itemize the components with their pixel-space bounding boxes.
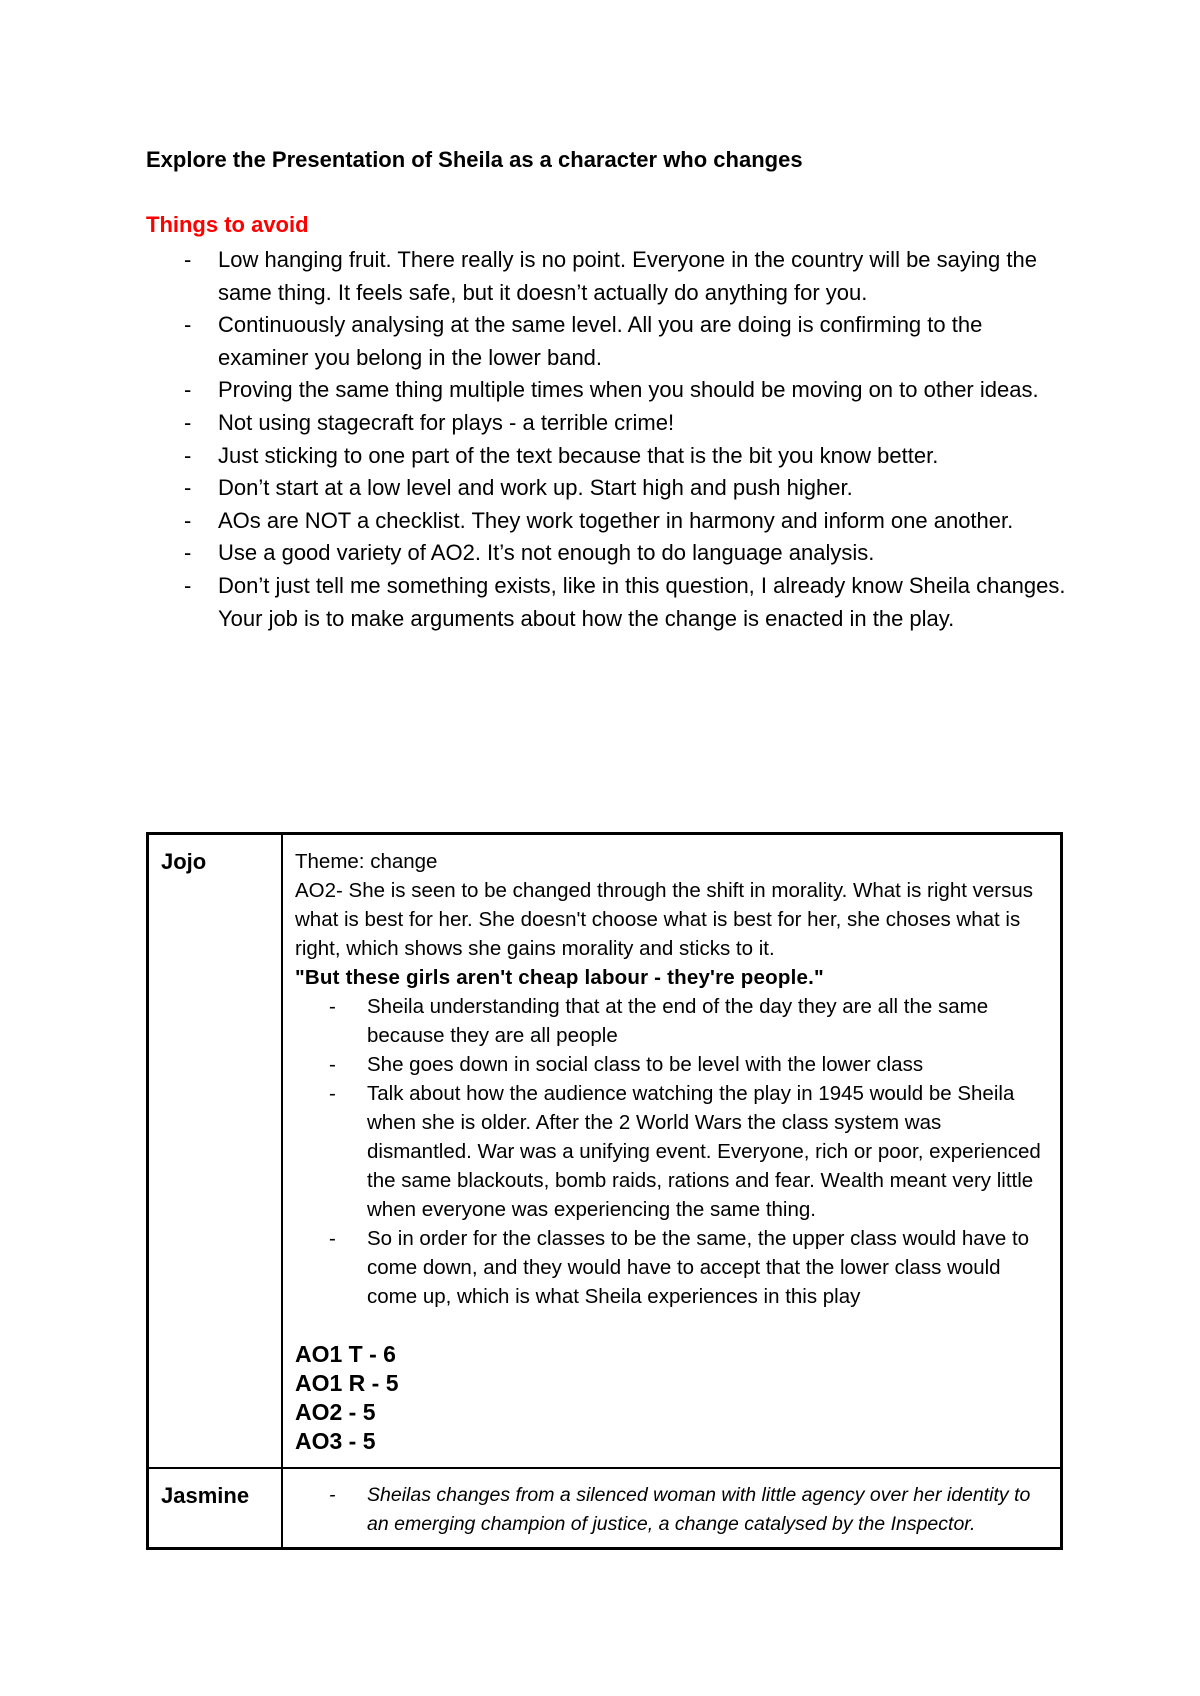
dash-bullet-icon: - xyxy=(329,995,336,1018)
dash-bullet-icon: - xyxy=(329,1082,336,1105)
response-bullet-list xyxy=(295,992,1050,1311)
dash-bullet-icon: - xyxy=(184,507,192,533)
list-item-text: Sheilas changes from a silenced woman with little agency over her identity to an emerging champion of justice, a change catalysed by the Inspector. xyxy=(367,1483,1031,1535)
list-item-text: She goes down in social class to be level with the lower class xyxy=(367,1053,924,1076)
response-bullet-list xyxy=(295,1481,1050,1539)
list-item-text: Talk about how the audience watching the play in 1945 would be Sheila when she is older. After the 2 World Wars the class system was dismantled. War was a unifying event. Everyone, rich or poor, experienced the same blackouts, bomb raids, rations and fear. Wealth meant very little when everyone was experiencing the same thing. xyxy=(367,1082,1041,1221)
response-quote: "But these girls aren't cheap labour - they're people." xyxy=(295,966,824,989)
list-item-text: AOs are NOT a checklist. They work together in harmony and inform one another. xyxy=(218,507,1014,533)
list-item xyxy=(146,505,1066,538)
list-item xyxy=(146,472,1066,505)
dash-bullet-icon: - xyxy=(184,475,192,501)
dash-bullet-icon: - xyxy=(329,1483,336,1506)
response-theme: Theme: change xyxy=(295,850,438,873)
list-item-text: Don’t start at a low level and work up. Start high and push higher. xyxy=(218,475,853,501)
table-row xyxy=(148,834,1062,1468)
list-item xyxy=(146,440,1066,473)
list-item xyxy=(295,1481,1050,1539)
score-ao1-t: AO1 T - 6 xyxy=(295,1341,396,1367)
list-item-text: Just sticking to one part of the text because that is the bit you know better. xyxy=(218,442,939,468)
things-to-avoid-list xyxy=(146,244,1066,635)
list-item-text: So in order for the classes to be the same, the upper class would have to come down, and they would have to accept that the lower class would come up, which is what Sheila experiences in this play xyxy=(367,1227,1030,1308)
student-name-jasmine: Jasmine xyxy=(148,1468,283,1549)
document-title: Explore the Presentation of Sheila as a character who changes xyxy=(146,147,803,172)
dash-bullet-icon: - xyxy=(184,247,192,272)
list-item-text: Don’t just tell me something exists, like in this question, I already know Sheila changes. Your job is to make arguments about how the change is enacted in the play. xyxy=(218,572,1066,631)
things-to-avoid-heading: Things to avoid xyxy=(146,212,309,237)
dash-bullet-icon: - xyxy=(184,540,192,566)
student-name-jojo: Jojo xyxy=(148,834,283,1468)
list-item xyxy=(146,570,1066,635)
score-ao2: AO2 - 5 xyxy=(295,1399,376,1425)
response-ao2-paragraph: AO2- She is seen to be changed through the shift in morality. What is right versus what is best for her. She doesn't choose what is best for her, she choses what is right, which shows she gains morality and sticks to it. xyxy=(295,879,1033,960)
dash-bullet-icon: - xyxy=(184,572,192,598)
score-ao3: AO3 - 5 xyxy=(295,1428,376,1454)
list-item-text: Continuously analysing at the same level. All you are doing is confirming to the examiner you belong in the lower band. xyxy=(218,312,983,370)
list-item xyxy=(146,407,1066,440)
list-item xyxy=(146,244,1066,309)
responses-table xyxy=(146,832,1063,1550)
spacer xyxy=(295,1311,1050,1340)
dash-bullet-icon: - xyxy=(184,377,192,403)
table-row xyxy=(148,1468,1062,1549)
response-content-jasmine xyxy=(282,1468,1062,1549)
list-item xyxy=(146,537,1066,570)
list-item-text: Low hanging fruit. There really is no point. Everyone in the country will be saying the same thing. It feels safe, but it doesn’t actually do anything for you. xyxy=(218,247,1037,305)
list-item xyxy=(295,992,1050,1050)
response-content-jojo xyxy=(282,834,1062,1468)
dash-bullet-icon: - xyxy=(329,1227,336,1250)
score-ao1-r: AO1 R - 5 xyxy=(295,1370,399,1396)
list-item xyxy=(146,309,1066,374)
dash-bullet-icon: - xyxy=(184,409,192,435)
list-item xyxy=(146,374,1066,407)
list-item xyxy=(295,1050,1050,1079)
list-item-text: Use a good variety of AO2. It’s not enough to do language analysis. xyxy=(218,540,875,566)
list-item-text: Sheila understanding that at the end of the day they are all the same because they are all people xyxy=(367,995,989,1047)
dash-bullet-icon: - xyxy=(329,1053,336,1076)
dash-bullet-icon: - xyxy=(184,312,192,338)
dash-bullet-icon: - xyxy=(184,442,192,468)
list-item-text: Proving the same thing multiple times when you should be moving on to other ideas. xyxy=(218,377,1039,403)
list-item-text: Not using stagecraft for plays - a terrible crime! xyxy=(218,409,675,435)
list-item xyxy=(295,1079,1050,1224)
list-item xyxy=(295,1224,1050,1311)
